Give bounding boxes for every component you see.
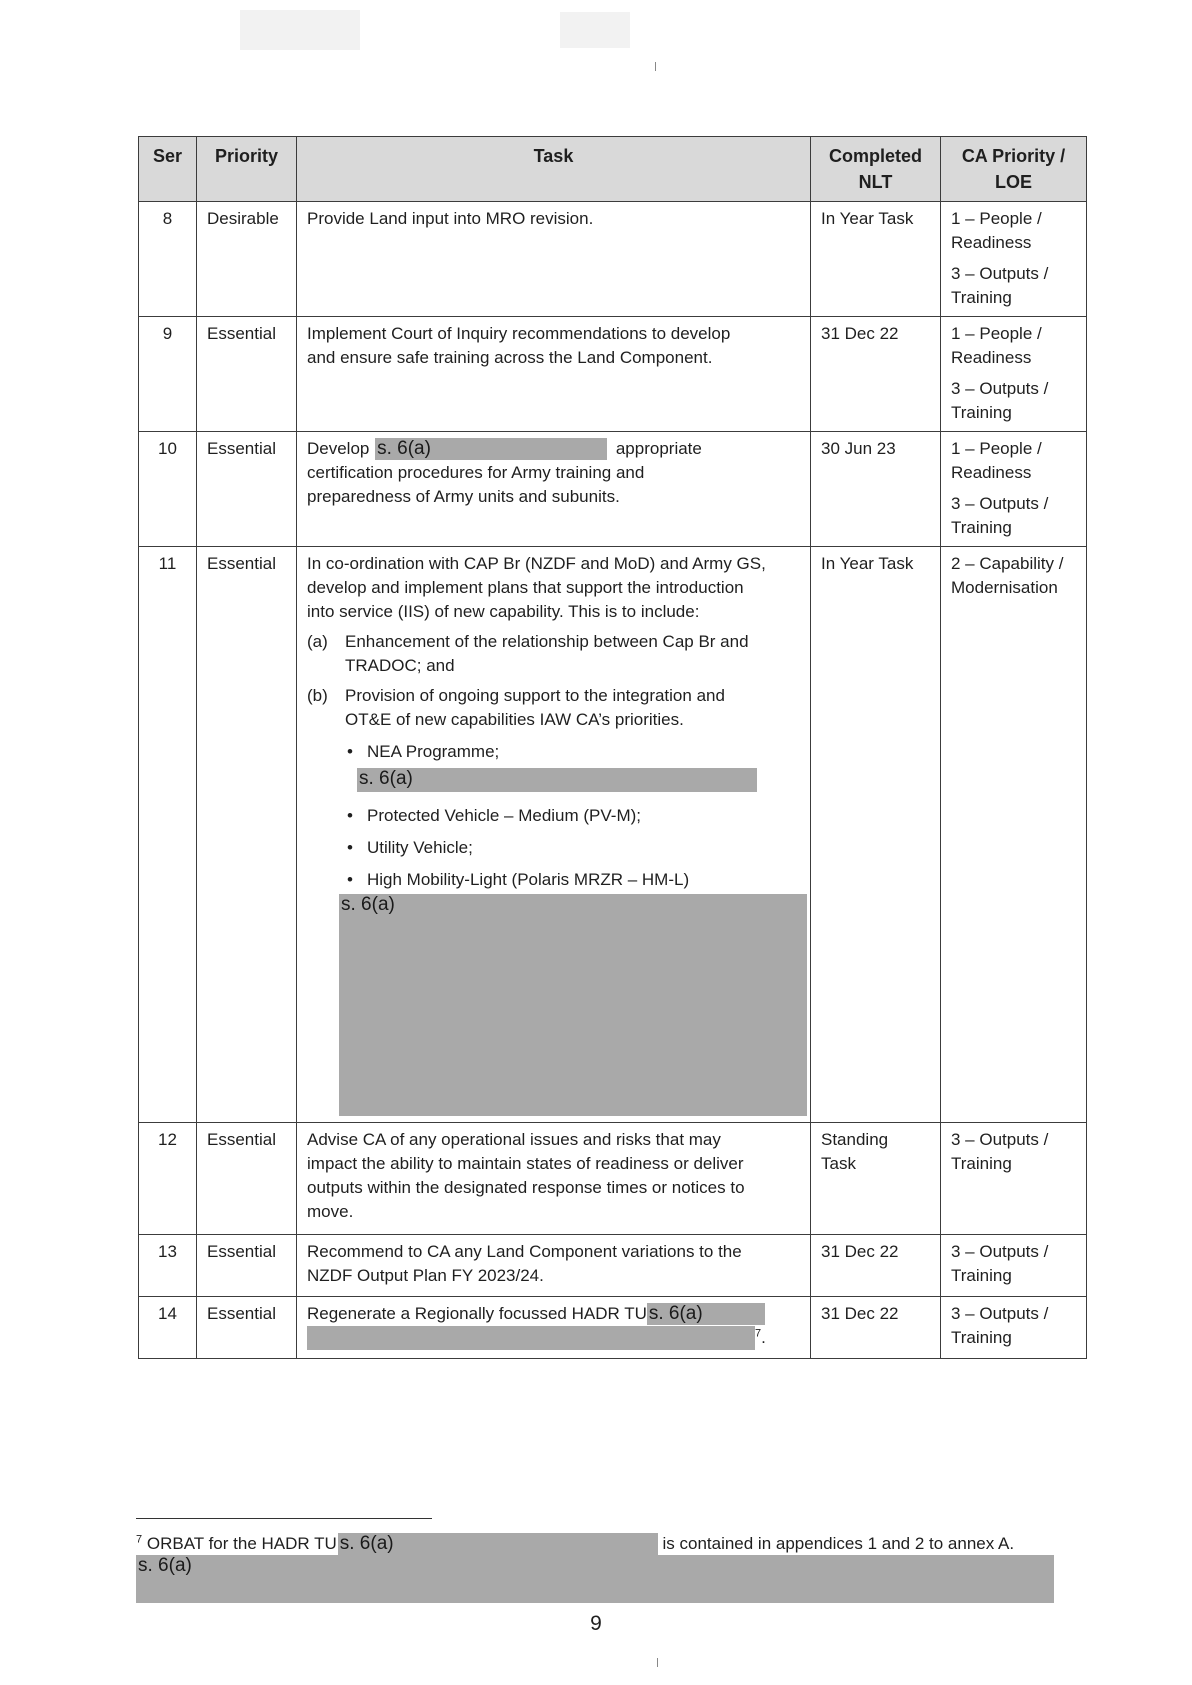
bullet-icon: • [347, 806, 353, 825]
bullet-text: NEA Programme; [367, 742, 500, 761]
footnote-line [136, 1533, 1056, 1555]
footnote-separator [136, 1518, 432, 1519]
cell-completed: 31 Dec 22 [811, 1235, 941, 1297]
loe-line: 1 – People / [951, 209, 1042, 228]
cell-task [297, 1123, 811, 1235]
loe-line: Training [951, 518, 1012, 537]
loe-line: Training [951, 1266, 1012, 1285]
header-task: Task [297, 137, 811, 202]
redaction-box [357, 768, 757, 792]
loe-line: 1 – People / [951, 439, 1042, 458]
bullet-item [307, 740, 800, 764]
cell-ser: 9 [139, 317, 197, 432]
cell-ser: 14 [139, 1297, 197, 1359]
cell-task [297, 317, 811, 432]
cell-priority: Desirable [197, 202, 297, 317]
cell-loe [941, 317, 1087, 432]
bullet-item [307, 836, 800, 860]
cell-loe [941, 1235, 1087, 1297]
cell-ser: 12 [139, 1123, 197, 1235]
bullet-text: Utility Vehicle; [367, 838, 473, 857]
task-line: preparedness of Army units and subunits. [307, 487, 620, 506]
page-number: 9 [590, 1612, 602, 1635]
loe-line: 3 – Outputs / [951, 264, 1049, 283]
cell-completed: 30 Jun 23 [811, 432, 941, 547]
cell-ser: 10 [139, 432, 197, 547]
table-row [139, 317, 1087, 432]
cell-priority: Essential [197, 1235, 297, 1297]
cell-task: Provide Land input into MRO revision. [297, 202, 811, 317]
task-line: and ensure safe training across the Land Component. [307, 348, 713, 367]
header-loe [941, 137, 1087, 202]
bullet-text: High Mobility-Light (Polaris MRZR – HM-L) [367, 870, 690, 889]
task-text: Develop [307, 439, 370, 458]
loe-line: 3 – Outputs / [951, 1130, 1049, 1149]
redaction-box [136, 1555, 1054, 1603]
cell-task [297, 1297, 811, 1359]
footnote-text: ORBAT for the HADR TU [146, 1534, 337, 1553]
header-loe-line: LOE [994, 172, 1032, 192]
cell-priority: Essential [197, 547, 297, 1123]
redaction-label: s. 6(a) [339, 1533, 394, 1554]
cell-loe [941, 432, 1087, 547]
task-text: appropriate [615, 439, 702, 458]
task-text: Regenerate a Regionally focussed HADR TU [307, 1304, 647, 1323]
header-completed-line: Completed [828, 146, 922, 166]
redaction-label: s. 6(a) [138, 1555, 192, 1576]
bullet-icon: • [347, 870, 353, 889]
table-row [139, 432, 1087, 547]
task-line: certification procedures for Army training and [307, 463, 645, 482]
loe-line: 3 – Outputs / [951, 1242, 1049, 1261]
task-line [307, 1326, 800, 1350]
redaction-box [338, 1533, 658, 1555]
table-row [139, 202, 1087, 317]
cell-completed: 31 Dec 22 [811, 317, 941, 432]
redaction-box [339, 894, 807, 1116]
cell-priority: Essential [197, 1297, 297, 1359]
bullet-icon: • [347, 838, 353, 857]
completed-line: Standing [821, 1130, 889, 1149]
bullet-item [307, 804, 800, 828]
sub-item-line: OT&E of new capabilities IAW CA’s priorities. [345, 710, 684, 729]
loe-line: 2 – Capability / [951, 554, 1064, 573]
cell-priority: Essential [197, 432, 297, 547]
table-row [139, 547, 1087, 1123]
loe-line: Training [951, 288, 1012, 307]
cell-ser: 11 [139, 547, 197, 1123]
loe-line: Training [951, 403, 1012, 422]
redaction-box [375, 438, 607, 460]
redaction-label: s. 6(a) [648, 1303, 703, 1324]
loe-line: 3 – Outputs / [951, 494, 1049, 513]
task-line: In co-ordination with CAP Br (NZDF and MoD) and Army GS, [307, 554, 766, 573]
cell-loe [941, 1123, 1087, 1235]
cell-ser: 13 [139, 1235, 197, 1297]
task-line: into service (IIS) of new capability. This is to include: [307, 602, 700, 621]
footnote-number: 7 [136, 1533, 143, 1546]
task-line: Advise CA of any operational issues and risks that may [307, 1130, 721, 1149]
sub-item-line: Enhancement of the relationship between Cap Br and [345, 632, 749, 651]
sub-item-label: (b) [307, 686, 328, 705]
sub-item-label: (a) [307, 632, 328, 651]
footnote [136, 1533, 1056, 1603]
header-loe-line: CA Priority / [961, 146, 1066, 166]
header-ser: Ser [139, 137, 197, 202]
bullet-item [307, 868, 800, 892]
task-line: develop and implement plans that support the introduction [307, 578, 744, 597]
task-line: NZDF Output Plan FY 2023/24. [307, 1266, 544, 1285]
loe-line: Readiness [951, 463, 1032, 482]
cell-priority: Essential [197, 317, 297, 432]
loe-line: Readiness [951, 233, 1032, 252]
cell-completed: In Year Task [811, 202, 941, 317]
footnote-ref: 7 [755, 1327, 762, 1340]
redaction-label: s. 6(a) [359, 768, 413, 789]
loe-line: Training [951, 1328, 1012, 1347]
cell-priority: Essential [197, 1123, 297, 1235]
loe-line: Readiness [951, 348, 1032, 367]
task-line: Implement Court of Inquiry recommendations to develop [307, 324, 731, 343]
loe-line: 3 – Outputs / [951, 1304, 1049, 1323]
task-table [138, 136, 1087, 1359]
table-row [139, 1297, 1087, 1359]
sub-item [307, 684, 800, 732]
scan-mark [655, 62, 656, 71]
cell-loe [941, 1297, 1087, 1359]
loe-line: Modernisation [951, 578, 1058, 597]
task-line: outputs within the designated response times or notices to [307, 1178, 745, 1197]
redaction-label: s. 6(a) [377, 438, 431, 459]
loe-line: Training [951, 1154, 1012, 1173]
table-row [139, 1235, 1087, 1297]
redaction-box [307, 1326, 755, 1350]
task-text: . [761, 1328, 766, 1347]
header-completed-line: NLT [858, 172, 893, 192]
cell-completed [811, 1123, 941, 1235]
sub-item-line: TRADOC; and [345, 656, 455, 675]
cell-task [297, 547, 811, 1123]
redaction-box [647, 1303, 765, 1325]
loe-line: 3 – Outputs / [951, 379, 1049, 398]
scan-mark [657, 1658, 658, 1667]
cell-completed: In Year Task [811, 547, 941, 1123]
cell-loe [941, 202, 1087, 317]
table-row [139, 1123, 1087, 1235]
table-header-row [139, 137, 1087, 202]
completed-line: Task [821, 1154, 856, 1173]
cell-task [297, 432, 811, 547]
bullet-icon: • [347, 742, 353, 761]
task-line [307, 437, 800, 461]
scan-smudge [240, 10, 360, 50]
header-completed [811, 137, 941, 202]
header-priority: Priority [197, 137, 297, 202]
cell-task [297, 1235, 811, 1297]
sub-item-line: Provision of ongoing support to the integration and [345, 686, 725, 705]
bullet-text: Protected Vehicle – Medium (PV-M); [367, 806, 642, 825]
footnote-text: is contained in appendices 1 and 2 to annex A. [662, 1534, 1015, 1553]
task-line: impact the ability to maintain states of readiness or deliver [307, 1154, 744, 1173]
redaction-label: s. 6(a) [341, 894, 395, 915]
sub-item [307, 630, 800, 678]
task-line: move. [307, 1202, 354, 1221]
task-line: Recommend to CA any Land Component variations to the [307, 1242, 742, 1261]
cell-loe [941, 547, 1087, 1123]
task-line [307, 1302, 800, 1326]
cell-ser: 8 [139, 202, 197, 317]
cell-completed: 31 Dec 22 [811, 1297, 941, 1359]
scan-smudge [560, 12, 630, 48]
loe-line: 1 – People / [951, 324, 1042, 343]
